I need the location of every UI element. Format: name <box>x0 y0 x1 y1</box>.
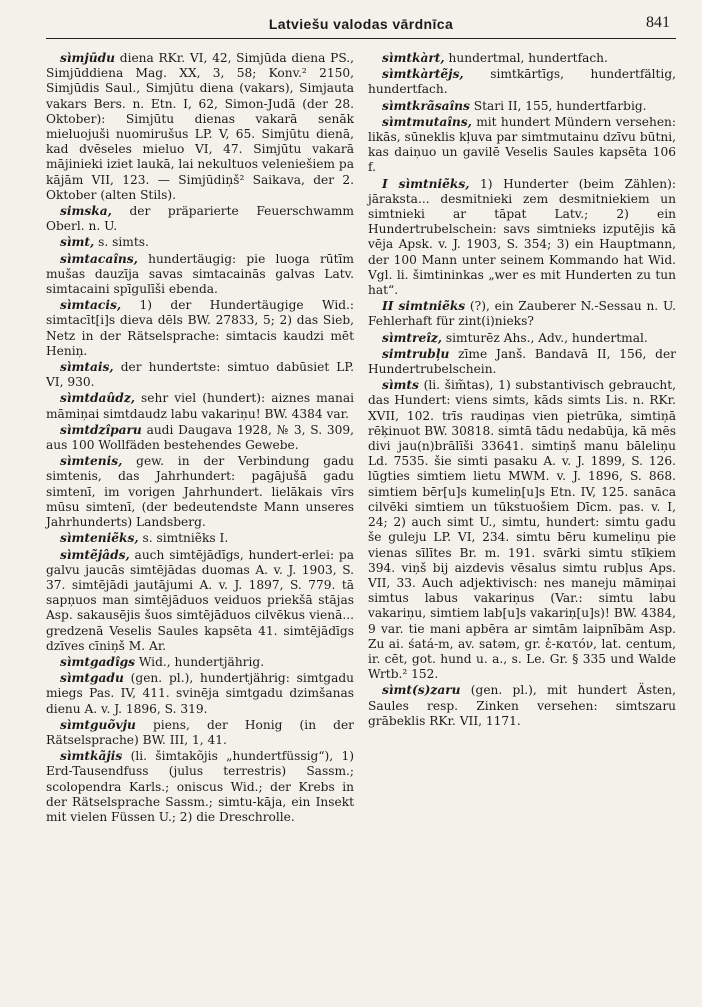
entry-text: auch simtējādīgs, hundert-erlei: pa galvu jaucās simtējādas duomas A. v. J. 1903, S. 37. simtējādi jautājumi A. v. J. 1897, S. 779. tā sapņuos man simtējāduos veiduos priekšā stājas Asp. sakausējis šuos simtējāduos cilvēkus vienā... gredzenā Veselis Saules kapsēta 41. simtējādīgs dzīves cīniņš M. Ar. <box>46 547 354 653</box>
entry-headword: sìmteniẽks, <box>60 531 139 546</box>
entry-headword: sìmtguõvju <box>60 717 136 732</box>
page-header <box>46 12 676 39</box>
entry-headword: sìmts <box>382 378 419 393</box>
entry-headword: sìmtẽjâds, <box>60 547 130 562</box>
entry-text: (gen. pl.), hundertjährig: simtgadu miegs Pas. IV, 411. svinēja simtgadu dzimšanas dienu A. v. J. 1896, S. 319. <box>46 671 354 716</box>
entry-headword: sìmtais, <box>60 360 114 375</box>
entry-text: sehr viel (hundert): aiznes manai māmiņai simtdaudz labu vakariņu! BW. 4384 var. <box>46 391 354 421</box>
entry-headword: sìmtenis, <box>60 454 123 469</box>
entry-text: 1) der Hundertäugige Wid.: simtacīt[i]s dieva dēls BW. 27833, 5; 2) das Sieb, Netz in der Rätselsprache: simtacis kaudzi mēt Heniņ. <box>46 298 354 358</box>
dictionary-entry <box>46 671 354 717</box>
entry-headword: sìmtacaîns, <box>60 251 138 266</box>
entry-text: audi Daugava 1928, № 3, S. 309, aus 100 Wollfäden bestehendes Gewebe. <box>46 422 354 453</box>
entry-headword: sìmtkrãsaîns <box>382 98 470 113</box>
dictionary-entry <box>46 655 354 670</box>
entry-text: mit hundert Mündern versehen: likās, sūneklis kļuva par simtmutainu dzīvu būtni, kas daiņuo un gavilē Veselis Saules kapsēta 106 f. <box>368 114 676 175</box>
entry-headword: sìmtmutaîns, <box>382 114 472 129</box>
entry-headword: sìmtkãjis <box>60 749 123 764</box>
entry-headword: simtrubļu <box>382 346 450 361</box>
dictionary-entry <box>46 548 354 654</box>
entry-headword: sìmtkàrtẽjs, <box>382 67 464 82</box>
dictionary-entry <box>46 423 354 453</box>
entry-text: der präparierte Feuerschwamm Oberl. n. U. <box>46 204 354 234</box>
entry-text: (gen. pl.), mit hundert Ästen, Saules resp. Zinken versehen: simtszaru grābeklis RKr. VII, 1171. <box>368 683 676 728</box>
dictionary-entry <box>46 235 354 250</box>
entry-text: (?), ein Zauberer N.-Sessau n. U. Fehlerhaft für zint(i)nieks? <box>368 299 676 329</box>
entry-text: simturēz Ahs., Adv., hundertmal. <box>442 330 648 345</box>
entry-text: s. simtniẽks I. <box>138 531 229 546</box>
entry-headword: I sìmtniẽks, <box>382 176 470 191</box>
dictionary-entry <box>368 67 676 97</box>
entry-headword: simska, <box>60 204 112 219</box>
dictionary-entry <box>368 51 676 66</box>
entry-headword: sìmtgadu <box>60 671 124 686</box>
entry-text: hundertäugig: pie luoga rūtīm mušas dauzīja savas simtacainās galvas Latv. simtacaini spīgulīši ebenda. <box>46 251 354 297</box>
entry-headword: sìmtacis, <box>60 298 122 313</box>
entry-text: 1) Hunderter (beim Zählen): jāraksta... desmitnieki zem desmitniekiem un simtnieki ar tāpat Latv.; 2) ein Hundertrubelschein: savs simtnieks izputējis kā vēja Apsk. v. J. 1903, S. 354; 3) ein Hauptmann, der 100 Mann unter seinem Kommando hat Wid. Vgl. li. šimtininkas „wer es mit Hunderten zu tun hat“. <box>368 176 676 298</box>
entry-text: s. simts. <box>94 235 149 250</box>
entry-text: simtkārtīgs, hundertfältig, hundertfach. <box>368 67 676 97</box>
dictionary-entry <box>368 177 676 299</box>
dictionary-entry <box>368 378 676 682</box>
entry-headword: sìmtkàrt, <box>382 51 445 65</box>
dictionary-entry <box>46 718 354 748</box>
text-columns <box>46 51 676 826</box>
running-title: Latviešu valodas vārdnīca <box>268 16 454 32</box>
entry-headword: sìmtreîz, <box>382 330 442 345</box>
dictionary-entry <box>46 454 354 530</box>
dictionary-entry <box>368 115 676 176</box>
dictionary-entry <box>368 683 676 729</box>
dictionary-entry <box>46 51 354 203</box>
entry-text: hundertmal, hundertfach. <box>444 51 608 65</box>
entry-text: (li. šimtakõjis „hundertfüssig“), 1) Erd-Tausendfuss (julus terrestris) Sassm.; scolopendra Karls.; oniscus Wid.; der Krebs in der Rätselsprache Sassm.; simtu-kāja, ein Insekt mit vielen Füssen U.; 2) die Dreschrolle. <box>46 749 354 824</box>
entry-headword: sìmtdaûdz, <box>60 391 135 406</box>
dictionary-entry <box>46 298 354 359</box>
left-column <box>46 51 354 826</box>
entry-headword: sìmt, <box>60 235 95 250</box>
page-number: 841 <box>646 14 670 31</box>
dictionary-entry <box>368 347 676 377</box>
dictionary-entry <box>368 299 676 329</box>
entry-headword: sìmt(s)zaru <box>382 683 461 698</box>
entry-text: gew. in der Verbindung gadu simtenis, das Jahrhundert: pagājušā gadu simtenī, im vorigen Jahrhundert. lielākais vīrs mūsu simtenī, (der bedeutendste Mann unseres Jahrhunderts) Landsberg. <box>46 454 354 530</box>
dictionary-entry <box>368 99 676 114</box>
right-column <box>368 51 676 826</box>
entry-text: der hundertste: simtuo dabūsiet LP. VI, 930. <box>46 360 354 390</box>
entry-headword: sìmtgadîgs <box>60 654 135 669</box>
dictionary-entry <box>46 360 354 390</box>
dictionary-entry <box>46 391 354 421</box>
entry-text: diena RKr. VI, 42, Simjūda diena PS., Simjūddiena Mag. XX, 3, 58; Konv.² 2150, Simjūdis Saul., Simjūtu diena (vakars), Simjauta vakars Bers. n. Etn. I, 62, Simon-Judā (der 28. Oktober): Simjūtu dienas vakarā senāk mieluojuši nuomirušus LP. V, 65. Simjūtu dienā, kad dvēseles mieluo VI, 47. Simjūtu vakarā mājinieki iziet laukā, lai nekultuos veleniešiem pa kājām VII, 123. — Simjūdiņš² Saikava, der 2. Oktober (alten Stils). <box>46 51 354 202</box>
entry-text: piens, der Honig (in der Rätselsprache) BW. III, 1, 41. <box>46 717 354 747</box>
dictionary-entry <box>368 331 676 346</box>
entry-headword: sìmtdzîparu <box>60 422 142 437</box>
entry-text: Stari II, 155, hundertfarbig. <box>469 98 647 113</box>
entry-headword: sìmjūdu <box>60 51 116 65</box>
dictionary-entry <box>46 204 354 234</box>
dictionary-entry <box>46 252 354 298</box>
entry-text: zīme Janš. Bandavā II, 156, der Hundertrubelschein. <box>368 346 676 377</box>
entry-text: (li. šim̃tas), 1) substantivisch gebraucht, das Hundert: viens simts, kāds simts Lis. n. RKr. XVII, 102. trīs raudiņas vien pietrūka, simtiņā rēķinuot BW. 30818. simtā tādu nedabūja, kā mēs divi jau(n)brālīši 33641. simtiņš manu bāleliņu Ld. 7535. šie simti pasaku A. v. J. 1899, S. 126. lūgties simtiem lietu MWM. v. J. 1896, S. 868. simtiem bēr[u]s kumeliņ[u]s Etn. IV, 125. sanāca cilvēki simtiem un tūkstuošiem Dīcm. pas. v. I, 24; 2) auch simt U., simtu, hundert: simtu gadu še guleju LP. VI, 234. simtu bēru kumeliņu pie vienas sīlītes Br. m. 191. svārki simtu stīķiem 394. viņš bij aizdevis vēsalus simtu rubļus Aps. VII, 33. Auch adjektivisch: nes maneju māmiņai simtus labus vakariņus (Var.: simtu labu vakariņu, simtiem lab[u]s vakariņ[u]s)! BW. 4384, 9 var. tie mani apbēra ar simtām laipnībām Asp. Zu ai. śatá-m, av. satəm, gr. ἑ-κατόν, lat. centum, ir. cēt, got. hund u. a., s. Le. Gr. § 335 und Walde Wrtb.² 152. <box>368 378 676 682</box>
entry-text: Wid., hundertjährig. <box>134 654 265 669</box>
dictionary-entry <box>46 531 354 546</box>
entry-headword: II simtniẽks <box>382 299 466 314</box>
dictionary-entry <box>46 749 354 825</box>
